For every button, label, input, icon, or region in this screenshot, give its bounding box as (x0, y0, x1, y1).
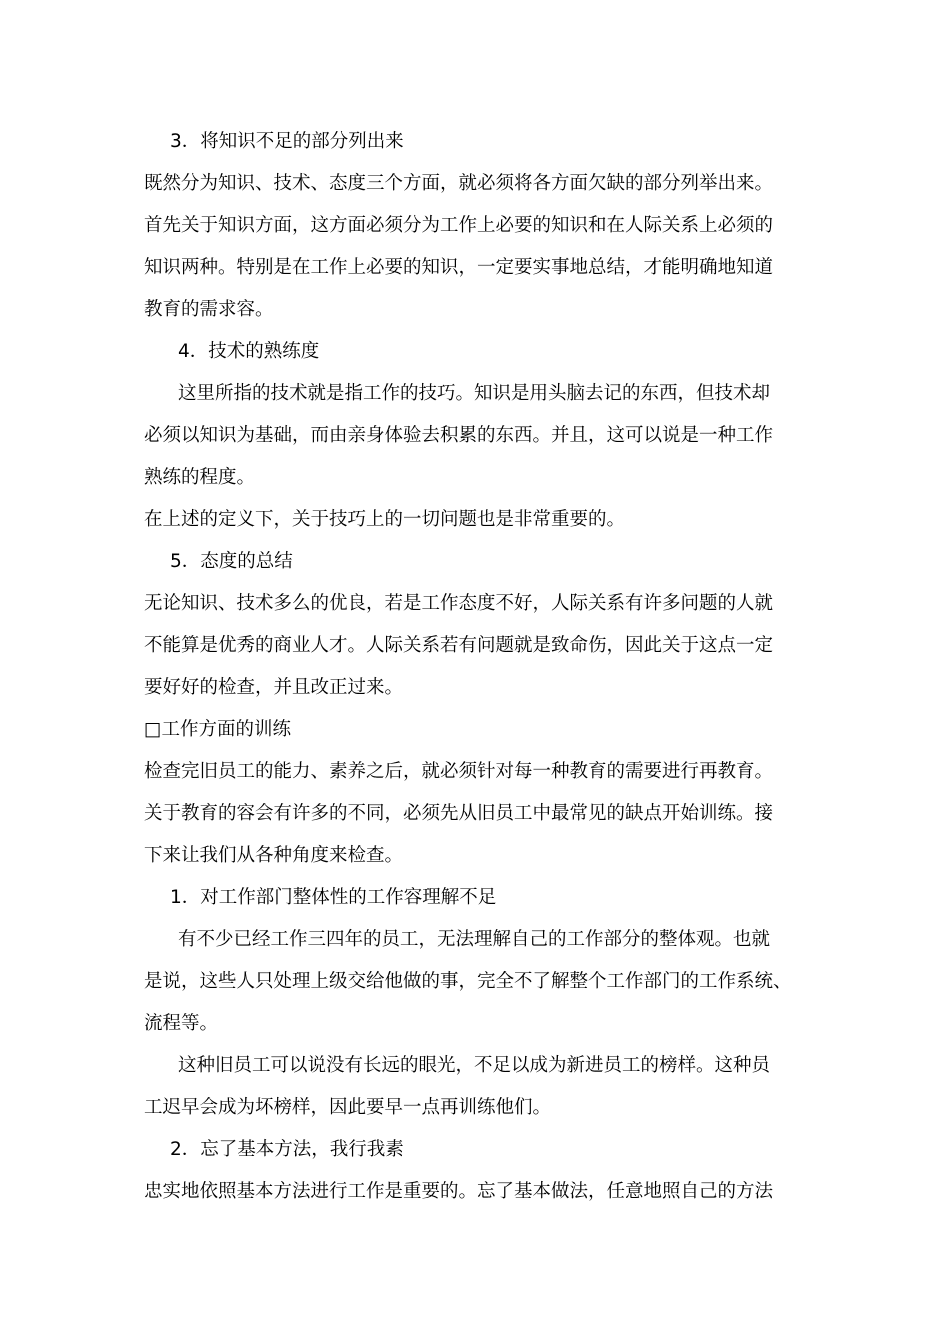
paragraph-line: 既然分为知识、技术、态度三个方面，就必须将各方面欠缺的部分列举出来。 (144, 173, 774, 194)
paragraph-line: 教育的需求容。 (144, 299, 274, 320)
paragraph-line: 关于教育的容会有许多的不同，必须先从旧员工中最常见的缺点开始训练。接 (144, 803, 774, 824)
paragraph-line: 有不少已经工作三四年的员工，无法理解自己的工作部分的整体观。也就 (178, 929, 771, 950)
paragraph-line: 是说，这些人只处理上级交给他做的事，完全不了解整个工作部门的工作系统、 (144, 971, 792, 992)
paragraph-line: 这种旧员工可以说没有长远的眼光，不足以成为新进员工的榜样。这种员 (178, 1055, 771, 1076)
paragraph-line: 忠实地依照基本方法进行工作是重要的。忘了基本做法，任意地照自己的方法 (144, 1181, 774, 1202)
paragraph-line: 首先关于知识方面，这方面必须分为工作上必要的知识和在人际关系上必须的 (144, 215, 774, 236)
heading-5-attitude-summary: 5．态度的总结 (170, 551, 293, 572)
heading-1-department-understanding: 1．对工作部门整体性的工作容理解不足 (170, 887, 497, 908)
paragraph-line: 检查完旧员工的能力、素养之后，就必须针对每一种教育的需要进行再教育。 (144, 761, 774, 782)
paragraph-line: 熟练的程度。 (144, 467, 256, 488)
paragraph-line: 在上述的定义下，关于技巧上的一切问题也是非常重要的。 (144, 509, 626, 530)
paragraph-line: 要好好的检查，并且改正过来。 (144, 677, 404, 698)
paragraph-line: 下来让我们从各种角度来检查。 (144, 845, 404, 866)
paragraph-line: 这里所指的技术就是指工作的技巧。知识是用头脑去记的东西，但技术却 (178, 383, 771, 404)
paragraph-line: 必须以知识为基础，而由亲身体验去积累的东西。并且，这可以说是一种工作 (144, 425, 774, 446)
paragraph-line: 不能算是优秀的商业人才。人际关系若有问题就是致命伤，因此关于这点一定 (144, 635, 774, 656)
paragraph-line: 无论知识、技术多么的优良，若是工作态度不好，人际关系有许多问题的人就 (144, 593, 774, 614)
heading-3-list-knowledge-gaps: 3．将知识不足的部分列出来 (170, 131, 404, 152)
heading-4-skill-proficiency: 4．技术的熟练度 (178, 341, 320, 362)
heading-2-forgot-basics: 2．忘了基本方法，我行我素 (170, 1139, 404, 1160)
paragraph-line: 工迟早会成为坏榜样，因此要早一点再训练他们。 (144, 1097, 552, 1118)
paragraph-line: 知识两种。特别是在工作上必要的知识，一定要实事地总结，才能明确地知道 (144, 257, 774, 278)
section-heading-work-training: □工作方面的训练 (144, 719, 291, 740)
paragraph-line: 流程等。 (144, 1013, 219, 1034)
